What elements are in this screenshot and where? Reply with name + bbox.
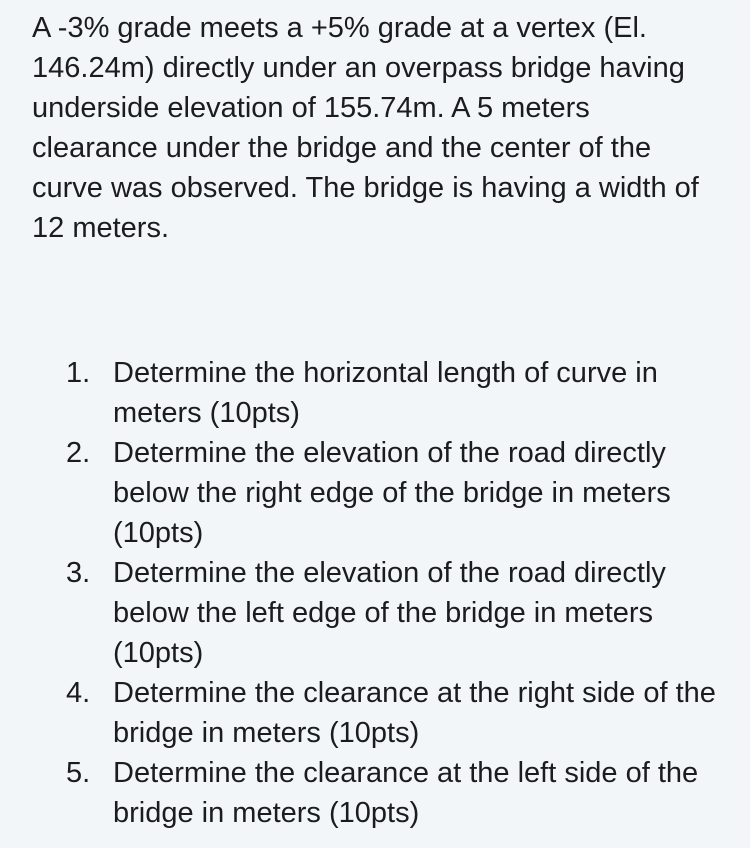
question-number: 1. (66, 357, 91, 389)
question-text: Determine the elevation of the road directly below the right edge of the bridge in meters (10pts) (113, 437, 671, 549)
question-text: Determine the horizontal length of curve in meters (10pts) (113, 357, 658, 429)
list-item (66, 353, 716, 433)
question-text: Determine the elevation of the road directly below the left edge of the bridge in meters (10pts) (113, 557, 666, 669)
list-item (66, 433, 716, 553)
question-number: 4. (66, 677, 91, 709)
question-text: Determine the clearance at the right side of the bridge in meters (10pts) (113, 677, 716, 749)
list-item (66, 673, 716, 753)
question-list (66, 353, 716, 833)
question-number: 2. (66, 437, 91, 469)
list-item (66, 553, 716, 673)
problem-statement: A -3% grade meets a +5% grade at a vertex (El. 146.24m) directly under an overpass bridge having underside elevation of 155.74m. A 5 meters clearance under the bridge and the center of the curve was observed. The bridge is having a width of 12 meters. (32, 12, 699, 244)
question-number: 5. (66, 757, 91, 789)
question-text: Determine the clearance at the left side of the bridge in meters (10pts) (113, 757, 699, 829)
list-item (66, 753, 716, 833)
question-number: 3. (66, 557, 91, 589)
